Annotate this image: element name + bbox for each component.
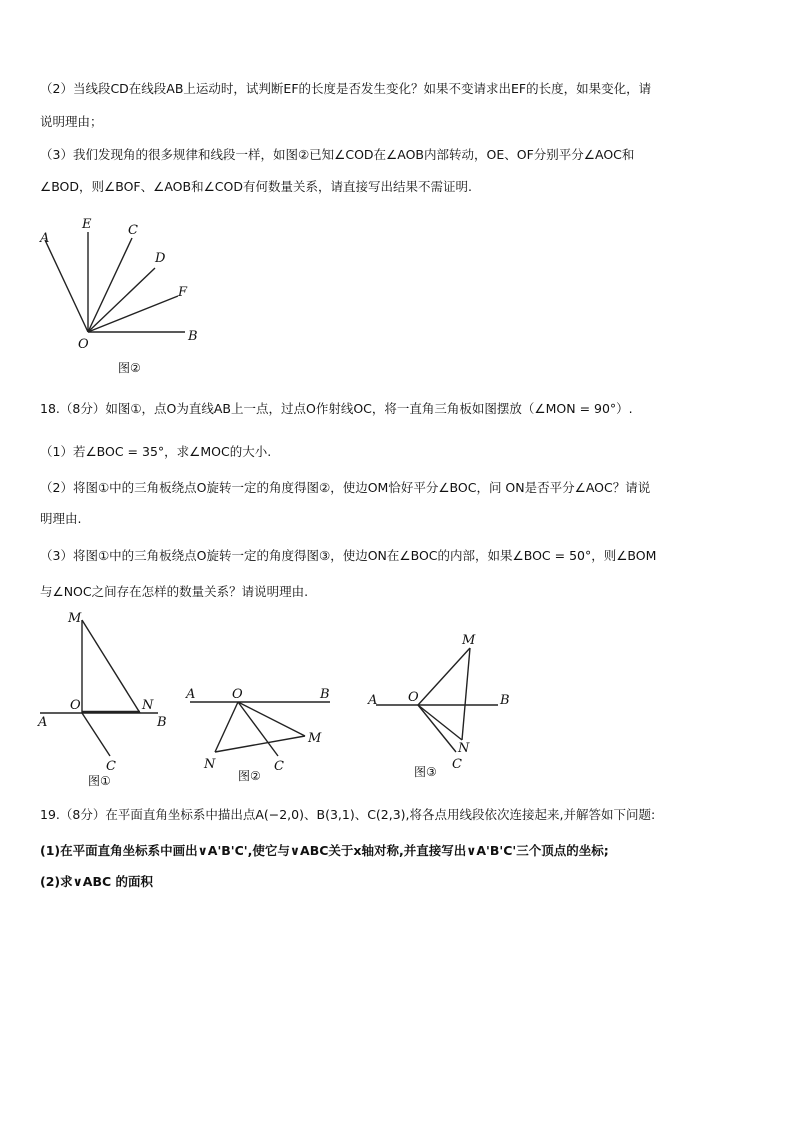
q17-part2-line1: （2）当线段CD在线段AB上运动时，试判断EF的长度是否发生变化？如果不变请求出EF的长度，如果变化，请	[40, 81, 652, 96]
figure-angle-rays	[30, 210, 230, 380]
q18-part3-line1: （3）将图①中的三角板绕点O旋转一定的角度得图③，使边ON在∠BOC的内部，如果∠BOC = 50°，则∠BOM	[40, 548, 657, 563]
label-M: M	[462, 633, 476, 648]
label-B: B	[320, 687, 330, 702]
ray-OC	[88, 238, 132, 332]
q17-part3-line2: ∠BOD，则∠BOF、∠AOB和∠COD有何数量关系，请直接写出结果不需证明.	[40, 179, 472, 194]
label-N: N	[204, 757, 216, 772]
figure-caption: 图②	[238, 769, 261, 783]
side-MN	[215, 736, 305, 752]
q18-part2-line1: （2）将图①中的三角板绕点O旋转一定的角度得图②，使边OM恰好平分∠BOC，问 ON是否平分∠AOC？请说	[40, 480, 651, 495]
label-C: C	[274, 759, 284, 774]
label-B: B	[188, 329, 198, 344]
q19-part1: (1)在平面直角坐标系中画出∨A'B'C',使它与∨ABC关于x轴对称,并直接写出∨A'B'C'三个顶点的坐标;	[40, 843, 609, 858]
label-E: E	[82, 217, 92, 232]
label-M: M	[308, 731, 322, 746]
label-B: B	[500, 693, 510, 708]
label-C: C	[128, 223, 138, 238]
figure-2	[180, 680, 340, 790]
label-O: O	[70, 698, 81, 713]
label-B: B	[157, 715, 167, 730]
side-ON	[418, 705, 462, 740]
q19-part2: (2)求∨ABC 的面积	[40, 874, 154, 889]
label-A: A	[368, 693, 378, 708]
q18-stem: 18.（8分）如图①，点O为直线AB上一点，过点O作射线OC，将一直角三角板如图摆放（∠MON = 90°）.	[40, 401, 633, 416]
label-O: O	[78, 337, 89, 352]
figure-caption: 图③	[414, 765, 437, 779]
side-ON	[215, 702, 238, 752]
label-C: C	[452, 757, 462, 772]
ray-OC	[418, 705, 456, 752]
ray-OA	[45, 240, 88, 332]
label-O: O	[232, 687, 243, 702]
side-MN	[462, 648, 470, 740]
label-A: A	[40, 231, 50, 246]
label-N: N	[458, 741, 470, 756]
figure-caption: 图②	[118, 361, 141, 375]
q17-part2-line2: 说明理由；	[40, 114, 103, 129]
label-A: A	[38, 715, 48, 730]
label-O: O	[408, 690, 419, 705]
label-M: M	[68, 611, 82, 626]
q18-part2-line2: 明理由.	[40, 511, 82, 526]
ray-OC	[82, 713, 110, 756]
q18-part1: （1）若∠BOC = 35°，求∠MOC的大小.	[40, 444, 272, 459]
q18-part3-line2: 与∠NOC之间存在怎样的数量关系？请说明理由.	[40, 584, 309, 599]
side-OM	[418, 648, 470, 705]
ray-OF	[88, 296, 178, 332]
label-A: A	[186, 687, 196, 702]
figure-caption: 图①	[88, 774, 111, 788]
label-D: D	[155, 251, 166, 266]
q19-stem: 19.（8分）在平面直角坐标系中描出点A(−2,0)、B(3,1)、C(2,3),将各点用线段依次连接起来,并解答如下问题:	[40, 807, 656, 822]
label-C: C	[106, 759, 116, 774]
ray-OC	[238, 702, 278, 756]
side-OM	[238, 702, 305, 736]
side-MN	[82, 620, 140, 713]
q17-part3-line1: （3）我们发现角的很多规律和线段一样，如图②已知∠COD在∠AOB内部转动，OE、OF分别平分∠AOC和	[40, 147, 635, 162]
label-F: F	[178, 285, 188, 300]
figure-1	[30, 608, 180, 788]
ray-OD	[88, 268, 155, 332]
label-N: N	[142, 698, 154, 713]
figure-3	[360, 628, 520, 788]
